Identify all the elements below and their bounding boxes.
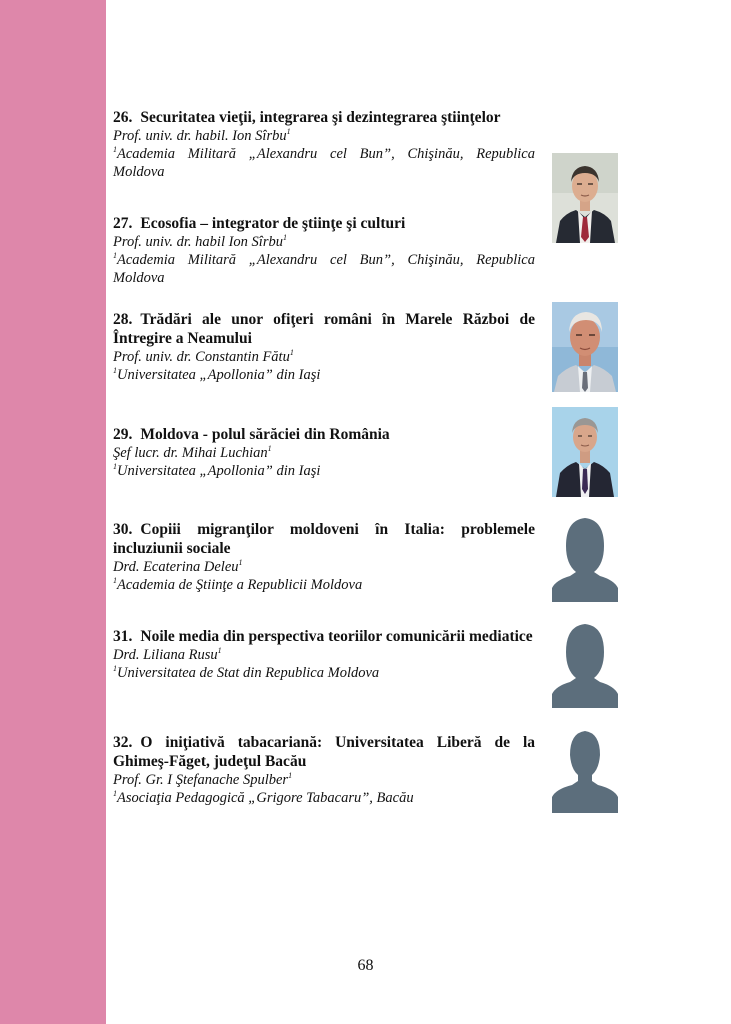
entry-affiliation: $^1$Universitatea „Apollonia” din Iaşi xyxy=(113,462,321,479)
placeholder-avatar-icon-female xyxy=(552,512,618,602)
entry-title: 29. Moldova - polul sărăciei din România xyxy=(113,426,390,443)
entry-title: 31. Noile media din perspectiva teoriilor comunicării mediatice xyxy=(113,628,533,645)
entry-title: 30. Copiii migranţilor moldoveni în Italia: problemele incluziunii sociale xyxy=(113,521,535,557)
placeholder-avatar-icon-male xyxy=(552,723,618,813)
left-color-band xyxy=(0,0,106,1024)
entry-title: 32. O iniţiativă tabacariană: Universitatea Liberă de la Ghimeş-Făget, judeţul Bacău xyxy=(113,734,535,770)
entry-author: Prof. univ. dr. Constantin Fătu$^1$ xyxy=(113,348,294,365)
entry-affiliation: $^1$Asociaţia Pedagogică „Grigore Tabacaru”, Bacău xyxy=(113,789,414,806)
placeholder-avatar-icon-female xyxy=(552,618,618,708)
page-number: 68 xyxy=(357,957,374,974)
entry-affiliation: $^1$Academia de Ştiinţe a Republicii Moldova xyxy=(113,576,363,593)
entry-affiliation: $^1$Academia Militară „Alexandru cel Bun”, Chişinău, Republica Moldova xyxy=(113,251,535,286)
entry-author: Prof. Gr. I Ştefanache Spulber$^1$ xyxy=(113,771,293,788)
author-photo-ion-sirbu xyxy=(552,153,618,243)
entry-affiliation: $^1$Universitatea de Stat din Republica Moldova xyxy=(113,664,380,681)
entry-author: Prof. univ. dr. habil. Ion Sîrbu$^1$ xyxy=(113,127,291,144)
entry-author: Drd. Ecaterina Deleu$^1$ xyxy=(113,558,243,575)
entry-title: 28. Trădări ale unor ofiţeri români în Marele Război de Întregire a Neamului xyxy=(113,311,535,347)
entry-32 xyxy=(113,733,535,807)
entry-26 xyxy=(113,108,535,181)
entry-27 xyxy=(113,214,535,287)
entry-affiliation: $^1$Academia Militară „Alexandru cel Bun”, Chişinău, Republica Moldova xyxy=(113,145,535,180)
entry-author: Şef lucr. dr. Mihai Luchian$^1$ xyxy=(113,444,272,461)
author-photo-constantin-fatu xyxy=(552,302,618,392)
entry-title: 26. Securitatea vieţii, integrarea şi dezintegrarea ştiinţelor xyxy=(113,109,501,126)
entry-title: 27. Ecosofia – integrator de ştiinţe şi culturi xyxy=(113,215,406,232)
entry-30 xyxy=(113,520,535,594)
entry-28 xyxy=(113,310,535,384)
entry-29 xyxy=(113,425,535,480)
entry-author: Drd. Liliana Rusu$^1$ xyxy=(113,646,222,663)
entry-affiliation: $^1$Universitatea „Apollonia” din Iaşi xyxy=(113,366,321,383)
entry-author: Prof. univ. dr. habil Ion Sîrbu$^1$ xyxy=(113,233,287,250)
author-photo-mihai-luchian xyxy=(552,407,618,497)
entry-31 xyxy=(113,627,535,682)
